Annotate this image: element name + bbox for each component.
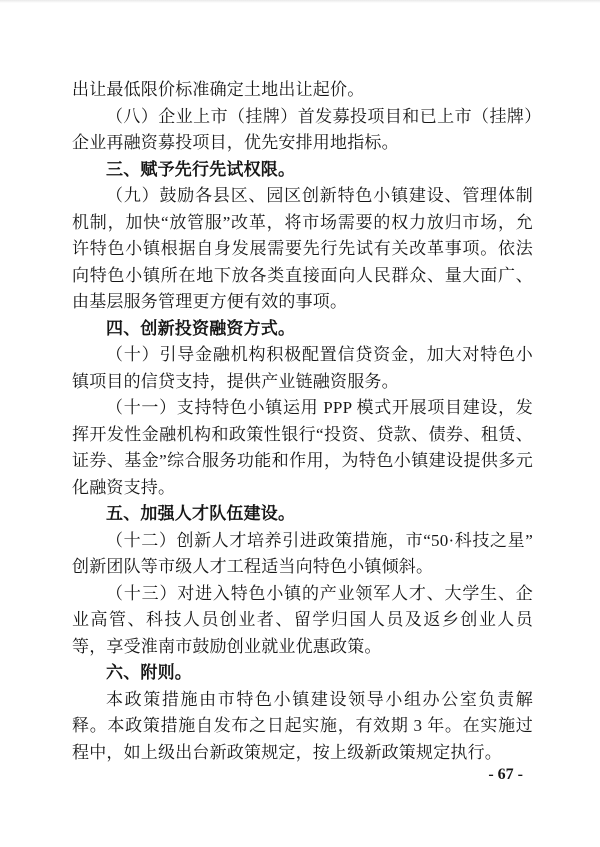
clause-11-paragraph: （十一）支持特色小镇运用 PPP 模式开展项目建设，发挥开发性金融机构和政策性银行“投资、贷款、债券、租赁、证券、基金”综合服务功能和作用，为特色小镇建设提供多元化融资支持。 xyxy=(72,398,533,497)
clause-10-paragraph: （十）引导金融机构积极配置信贷资金，加大对特色小镇项目的信贷支持，提供产业链融资服务。 xyxy=(72,345,533,391)
clause-12-paragraph: （十二）创新人才培养引进政策措施，市“50·科技之星”创新团队等市级人才工程适当向特色小镇倾斜。 xyxy=(72,530,533,576)
section-3-heading: 三、赋予先行先试权限。 xyxy=(106,159,296,179)
clause-9-paragraph: （九）鼓励各县区、园区创新特色小镇建设、管理体制机制，加快“放管服”改革，将市场需要的权力放归市场，允许特色小镇根据自身发展需要先行先试有关改革事项。依法向特色小镇所在地下放各类直接面向人民群众、量大面广、由基层服务管理更方便有效的事项。 xyxy=(72,186,533,311)
paragraph-continuation: 出让最低限价标准确定土地出让起价。 xyxy=(72,80,365,99)
closing-paragraph: 本政策措施由市特色小镇建设领导小组办公室负责解释。本政策措施自发布之日起实施，有效期 3 年。在实施过程中，如上级出台新政策规定，按上级新政策规定执行。 xyxy=(72,689,533,762)
section-4-heading: 四、创新投资融资方式。 xyxy=(106,318,296,338)
section-5-heading: 五、加强人才队伍建设。 xyxy=(106,504,296,523)
page-number: - 67 - xyxy=(488,766,523,783)
section-6-heading: 六、附则。 xyxy=(106,663,192,682)
scan-edge-artifact xyxy=(0,0,600,3)
clause-13-paragraph: （十三）对进入特色小镇的产业领军人才、大学生、企业高管、科技人员创业者、留学归国人员及返乡创业人员等，享受淮南市鼓励创业就业优惠政策。 xyxy=(72,583,533,656)
clause-8-paragraph: （八）企业上市（挂牌）首发募投项目和已上市（挂牌）企业再融资募投项目，优先安排用地指标。 xyxy=(72,106,533,152)
document-body xyxy=(72,77,533,766)
